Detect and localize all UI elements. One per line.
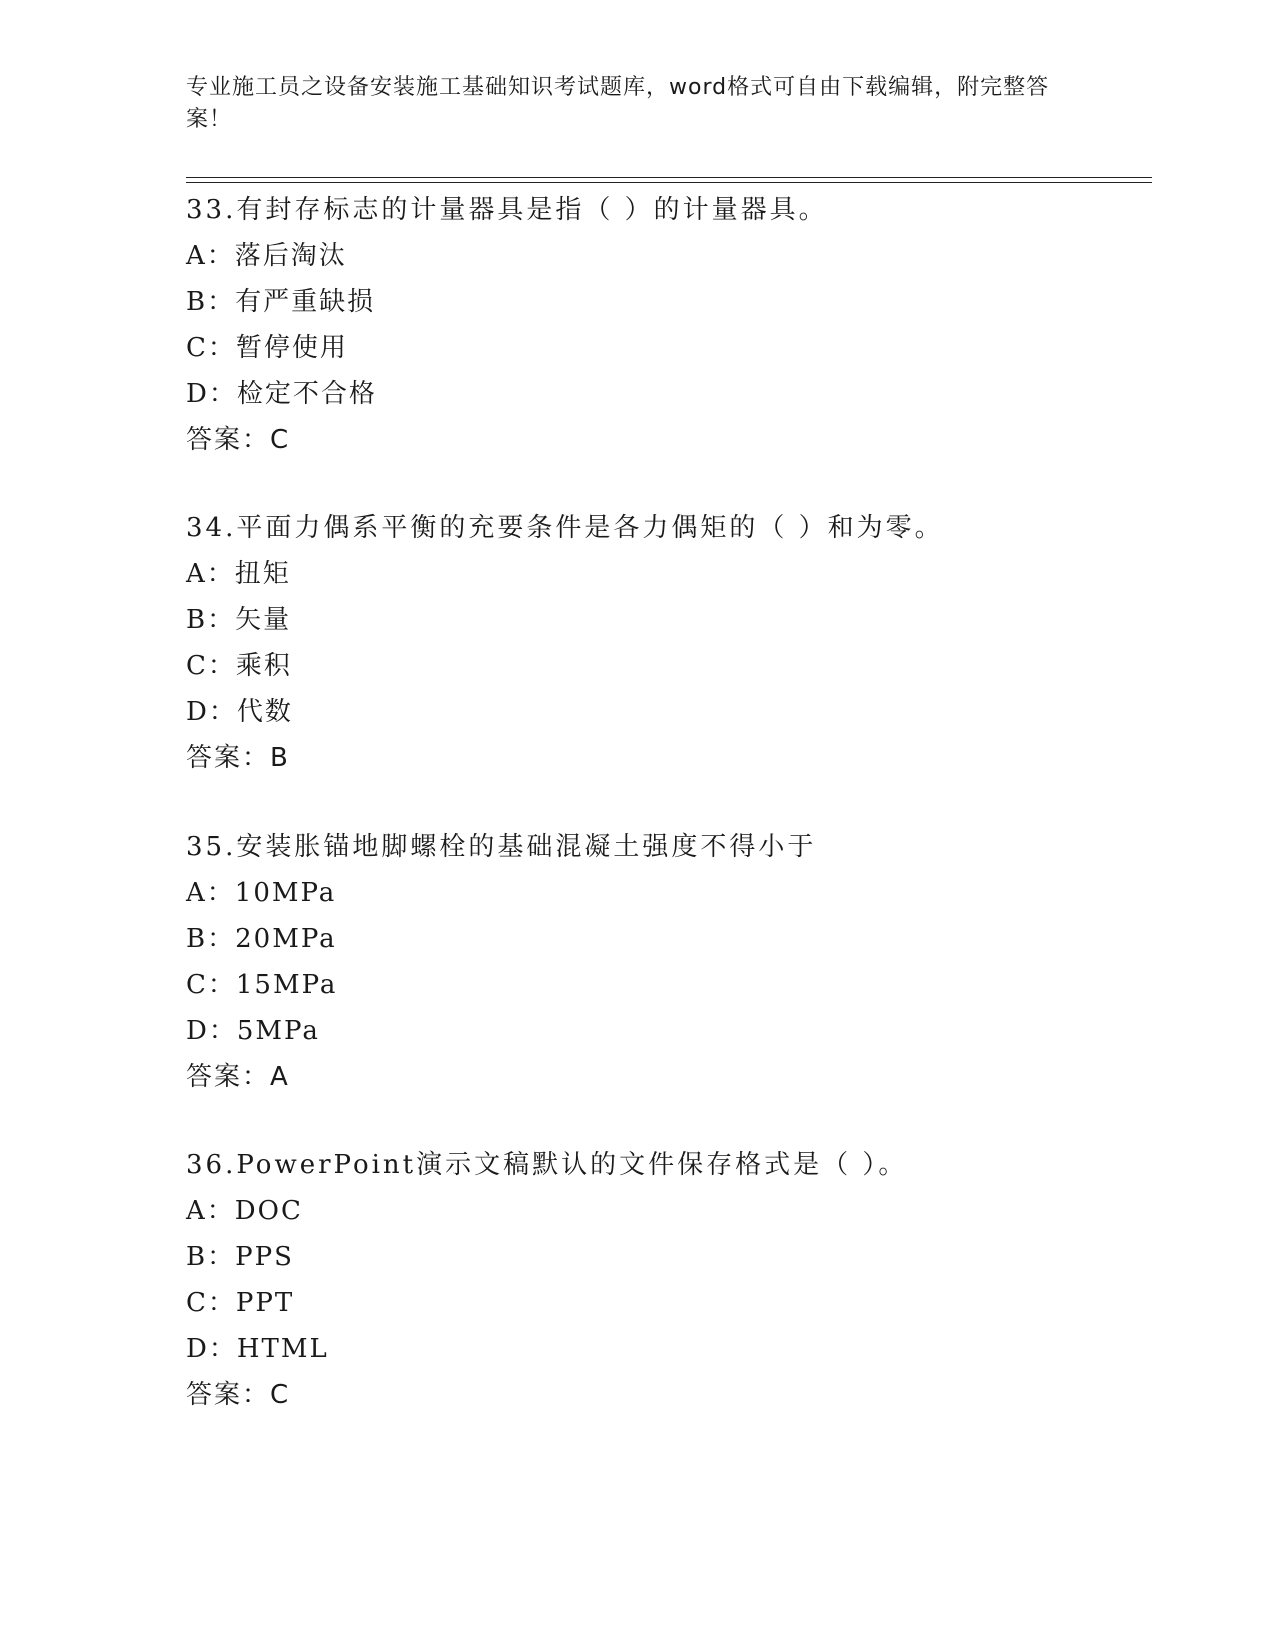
answer: 答案：B (186, 743, 290, 773)
question-stem: 35.安装胀锚地脚螺栓的基础混凝土强度不得小于 (186, 832, 817, 862)
question-stem: 36.PowerPoint演示文稿默认的文件保存格式是（ ）。 (186, 1150, 908, 1180)
option-b: B：PPS (186, 1242, 294, 1272)
question-35 (186, 824, 1152, 1100)
header-divider-top (186, 177, 1152, 178)
option-b: B：20MPa (186, 924, 337, 954)
option-c: C：15MPa (186, 970, 338, 1000)
answer: 答案：C (186, 1380, 291, 1410)
option-c: C：暂停使用 (186, 333, 348, 363)
answer: 答案：C (186, 425, 291, 455)
option-b: B：矢量 (186, 605, 292, 635)
option-d: D：检定不合格 (186, 379, 377, 409)
question-34 (186, 505, 1152, 781)
option-a: A：扭矩 (186, 559, 291, 589)
document-header: 专业施工员之设备安装施工基础知识考试题库，word格式可自由下载编辑，附完整答案！ (186, 75, 1050, 132)
question-33 (186, 187, 1152, 463)
option-d: D：代数 (186, 697, 293, 727)
answer: 答案：A (186, 1062, 290, 1092)
option-a: A：10MPa (186, 878, 337, 908)
option-c: C：乘积 (186, 651, 292, 681)
option-b: B：有严重缺损 (186, 287, 376, 317)
option-a: A：DOC (186, 1196, 303, 1226)
option-a: A：落后淘汰 (186, 241, 347, 271)
option-d: D：5MPa (186, 1016, 320, 1046)
option-d: D：HTML (186, 1334, 329, 1364)
question-stem: 34.平面力偶系平衡的充要条件是各力偶矩的（ ）和为零。 (186, 513, 944, 543)
header-divider-bottom (186, 182, 1152, 183)
option-c: C：PPT (186, 1288, 295, 1318)
question-stem: 33.有封存标志的计量器具是指（ ）的计量器具。 (186, 195, 828, 225)
document-page (186, 0, 1152, 1650)
question-36 (186, 1142, 1152, 1418)
